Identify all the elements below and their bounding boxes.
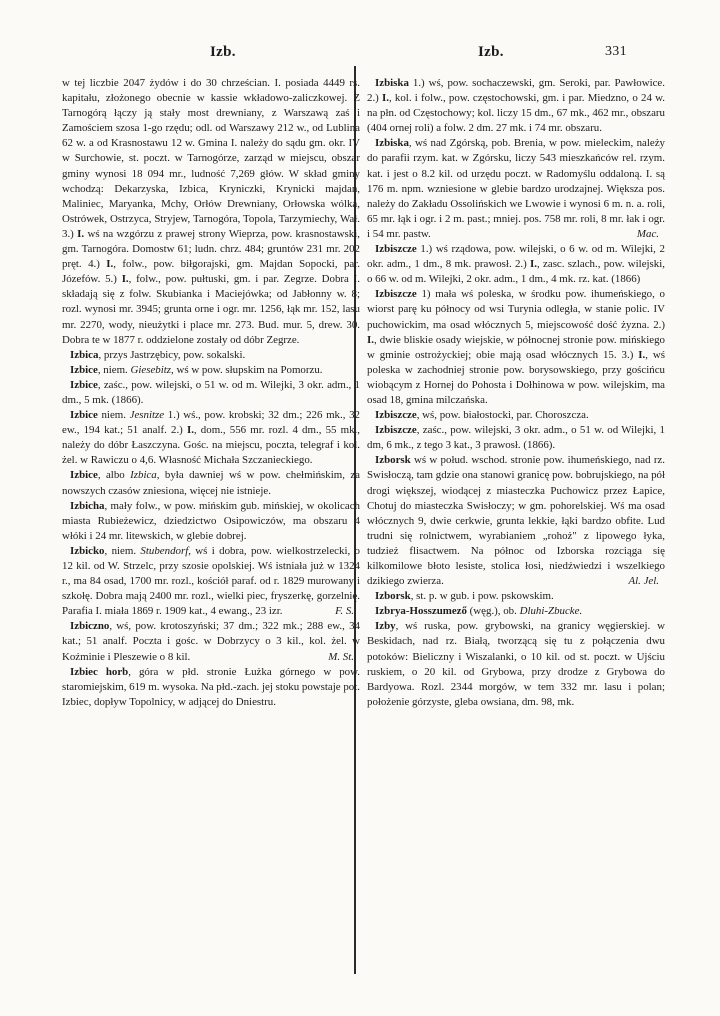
left-column xyxy=(62,76,360,710)
entry-text: , zaśc., pow. wilejski, o 51 w. od m. Wilejki, 3 okr. adm., 1 dm., 5 mk. (1866). xyxy=(62,378,360,406)
dictionary-entry xyxy=(367,604,665,619)
dictionary-entry xyxy=(367,136,665,242)
entry-text: 1.) wś., pow. krobski; 32 dm.; 226 mk., 32 ew., 194 kat.; 51 analf. 2.) xyxy=(62,409,360,437)
entry-text: wś w połud. wschod. stronie pow. ihumeńskiego, nad rz. Swisłoczą, tam gdzie ona stanowi granicę pow. bobrujskiego, na pół drogi większej, wiodącej z miasteczka Puchowicz przez Łapice, Chotuj do miasteczka Swisłoczy; w gm. pohorelskiej. Wś ma osad włócznych 9, dwie cerkwie, grunta lekkie, łąki bardzo obfite. Lud trudni się rolnictwem, wyrabianiem „rohoż" z lipowego łyka, tudzież flisactwem. Na północ od Izborska rozciąga się kilkomilowe błoto lesiste, stolica łosi, niedźwiedzi i wszelkiego dzikiego zwierza. xyxy=(367,454,665,588)
entry-headword: Izby xyxy=(375,620,396,633)
dictionary-entry xyxy=(367,589,665,604)
dictionary-entry xyxy=(367,423,665,453)
entry-headword: Izbiska xyxy=(375,137,409,150)
entry-headword: I. xyxy=(367,333,374,346)
author-signature: Al. Jel. xyxy=(628,575,659,588)
entry-text: , wś ruska, pow. grybowski, na granicy węgierskiej. w Beskidach, nad rz. Białą, tworzącą się tu z połączenia dwu potoków: Bieliczny i Wiszalanki, o 10 kil. od st. poczt. w Ujściu ruskiem, o 20 kil. od Grybowa, przy drodze z Grybowa do Bardyowa. Rozl. 2344 morgów, w tem 332 mr. lasu i polan; położenie górzyste, gleba owsiana, dm. 98, mk. xyxy=(367,620,665,708)
entry-italic: Izbica xyxy=(130,469,157,482)
entry-text: , przys Jastrzębicy, pow. sokalski. xyxy=(98,348,246,361)
entry-headword: Izbicko xyxy=(70,544,105,557)
dictionary-entry xyxy=(62,408,360,468)
entry-headword: Izbice xyxy=(70,409,98,422)
author-signature: M. St. xyxy=(328,650,354,663)
entry-text: w tej liczbie 2047 żydów i do 30 chrześcian. I. posiada 4449 rs. kapitału, złożonego obecnie w kassie wkładowo-zaliczkowej. Z Tarnogórą łączy ją stały most drewniany, z Warszawą zaś i Zamościem szosa 1-go rzędu; odl. od Warszawy 212 w., od Lublina 62 w. a od Krasnostawu 12 w. Gmina I. należy do sądu gm. okr. IV w Surchowie, st. poczt. w Tarnogórze, zarząd w miejscu, obszar gminy wynosi 18 094 mr., ludność 7,269 głów. W skład gminy wchodzą: Dekarzyska, Izbica, Kryniczki, Krynicki majdan, Maliniec, Maryanka, Mchy, Orłów Drewniany, Orłowska wólka, Ostrówek, Ostrzyca, Stryjew, Tarnogóra, Topola, Tarzymiechy, Wał. 3.) xyxy=(62,77,360,240)
entry-headword: Izbice xyxy=(70,469,98,482)
entry-text: , dwie bliskie osady wiejskie, w północnej stronie pow. mińskiego w gminie ostrożyckiej; obie mają osad włócznych 15. 3.) xyxy=(367,333,665,361)
entry-text: , niem. xyxy=(104,544,141,557)
dictionary-entry xyxy=(62,363,360,378)
page-header xyxy=(0,44,720,68)
entry-headword: Izbrya-Hosszumező xyxy=(375,605,467,618)
entry-headword: Izbica xyxy=(70,348,99,361)
entry-headword: Izbiszcze xyxy=(375,288,417,301)
entry-text: , dom., 556 mr. rozl. 4 dm., 55 mk., należy do dóbr Łaszczyna. Gośc. na miejscu, poczta, telegraf i kol. żel. w Rawiczu o 4,6. Własność Michała Szczanieckiego. xyxy=(62,424,360,467)
entry-text: , była dawniej wś w pow. chełmińskim, za nowszych czasów zniesiona, więcej nie istnieje. xyxy=(62,469,360,497)
dictionary-entry xyxy=(62,665,360,710)
entry-headword: I. xyxy=(77,227,85,240)
entry-text: , wś poleska w zachodniej stronie pow. borysowskiego, przy gościńcu wiobącym z Hornej do Pohosta i Dołhinowa w pow. wilejskim, ma osad 18, gmina milczańska. xyxy=(367,348,665,406)
entry-headword: Izbiszcze xyxy=(375,409,417,422)
entry-text: , st. p. w gub. i pow. pskowskim. xyxy=(410,590,554,603)
entry-text: wś na wzgórzu z prawej strony Wieprza, pow. krasnostawski, gm. Tarnogóra. Domostw 61; ludn. chrz. 484; gruntów 231 mr. 202 pręt. 4.) xyxy=(62,227,360,271)
entry-headword: Izbicha xyxy=(70,499,105,512)
entry-text: , kol. i folw., pow. częstochowski, gm. i par. Miedzno, o 24 w. na płn. od Częstochowy; kol. liczy 15 dm., 67 mk., 462 mr., obszaru (404 ornej roli) a folw. 2 dm. 27 mk. i 74 mr. obszaru. xyxy=(367,92,665,135)
entry-text: 1.) wś, pow. sochaczewski, gm. Seroki, par. Pawłowice. 2.) xyxy=(367,77,665,105)
entry-text: , wś, pow. krotoszyński; 37 dm.; 322 mk.; 288 ew., 34 kat.; 51 analf. Poczta i gośc. w Dobrzycy o 3 kil., kol. żel. w Koźminie i Pleszewie o 8 kil. xyxy=(62,620,360,663)
entry-italic: Dluhi-Zbucke. xyxy=(519,605,583,618)
dictionary-entry xyxy=(367,408,665,423)
entry-headword: I. xyxy=(530,258,538,271)
entry-italic: Jesnitze xyxy=(129,409,165,422)
entry-italic: Stubendorf xyxy=(140,544,189,557)
entry-headword: Izborsk xyxy=(375,454,411,467)
entry-text: , albo xyxy=(97,469,131,482)
entry-headword: Izbiec horb xyxy=(70,665,129,678)
entry-text: , wś, pow. białostocki, par. Choroszcza. xyxy=(416,409,589,422)
entry-text: 1) mała wś poleska, w środku pow. ihumeńskiego, o wiorst parę ku północy od wsi Turynia odległa, w stanie polic. IV puchowickim, ma osad włócznych 5, miejscowość dość żyzna. 2.) xyxy=(367,288,665,331)
entry-headword: Izbiszcze xyxy=(375,424,417,437)
entry-italic: Giesebitz xyxy=(130,363,172,376)
entry-text: (węg.), ob. xyxy=(466,605,520,618)
entry-text: , niem. xyxy=(97,363,131,376)
dictionary-entry xyxy=(62,544,360,619)
entry-headword: I. xyxy=(106,258,114,271)
entry-headword: Izbiszcze xyxy=(375,243,417,256)
entry-headword: I. xyxy=(382,92,389,105)
entry-headword: Izbice xyxy=(70,363,98,376)
dictionary-entry xyxy=(62,76,360,348)
author-signature: F. S. xyxy=(335,605,354,618)
entry-headword: I. xyxy=(186,424,194,437)
dictionary-entry xyxy=(367,287,665,408)
entry-headword: I. xyxy=(121,273,129,286)
dictionary-entry xyxy=(62,468,360,498)
entry-headword: Izborsk xyxy=(375,590,411,603)
entry-headword: Izbiczno xyxy=(70,620,110,633)
entry-text: , wś nad Zgórską, pob. Brenia, w pow. mieleckim, należy do parafii rzym. kat. w Zgórsku, liczy 543 mieszkańców rel. rzym. kat. i jest o 8.2 kil. od urzędu poczt. w Radomyślu oddaloną. I. są 176 m. npm. wzniesione w glebie bardzo urodzajnej. Większa pos. należy do Zakładu Ossolińskich we Lwowie i wynosi 6 m. n. a. roli, 65 mr. łąk i ogr. i 2 m. past.; mniej. pos. 758 mr. roli, 8 mr. łak i ogr. i 54 mr. pastw. xyxy=(367,137,665,240)
author-signature: Mac. xyxy=(636,227,659,240)
entry-text: , mały folw., w pow. mińskim gub. mińskiej, w okolicach miasta Rubieżewicz, dziedzictwo Osipowiczów, ma obszaru 4 włóki i 24 mr. litewskich, w glebie dobrej. xyxy=(62,499,360,542)
dictionary-entry xyxy=(62,619,360,664)
dictionary-entry xyxy=(62,348,360,363)
entry-headword: I. xyxy=(638,348,646,361)
entry-text: 1.) wś rządowa, pow. wilejski, o 6 w. od m. Wilejki, 2 okr. adm., 1 dm., 8 mk. prawosł. 2.) xyxy=(367,243,665,271)
entry-headword: Izbiska xyxy=(375,77,409,89)
entry-text: , zasc. szlach., pow. wilejski, o 66 w. od m. Wilejki, 2 okr. adm., 1 dm., 4 mk. rz. kat. (1866) xyxy=(367,258,665,286)
entry-text: , zaśc., pow. wilejski, 3 okr. adm., o 51 w. od Wilejki, 1 dm, 6 mk., z tego 3 kat., 3 prawosł. (1866). xyxy=(367,424,665,452)
entry-headword: Izbice xyxy=(70,378,98,391)
dictionary-entry xyxy=(367,619,665,710)
entry-text: , folw., pow. pułtuski, gm. i par. Zegrze. Dobra I. składają się z folw. Skubianka i Maciejówka; od Jabłonny w. 8; rozl. wynosi mr. 3945; grunta orne i ogr. mr. 1256, łąk mr. 152, lasu mr. 2270, wody, nieużytki i place mr. 273. Bud. mur. 5, drew. 30. Dobra te w 1877 r. oddzielone zostały od dóbr Zegrze. xyxy=(62,273,360,346)
entry-text: , góra w płd. stronie Łużka górnego w pow. staromiejskim, 619 m. wysoka. Na płd.-zach. jej stoku powstaje pot. Izbiec, dopływ Topolnicy, w adjącej do Dniestru. xyxy=(62,665,360,708)
dictionary-entry xyxy=(367,76,665,136)
entry-text: niem. xyxy=(97,409,130,422)
dictionary-entry xyxy=(62,499,360,544)
dictionary-entry xyxy=(62,378,360,408)
dictionary-entry xyxy=(367,242,665,287)
page-number: 331 xyxy=(605,44,627,59)
entry-text: , wś i dobra, pow. wielkostrzelecki, o 12 kil. od W. Strzelc, przy szosie opolskiej. Wś istniała już w 1324 r., ma 84 osad, 1700 mr. rozl., kościół paraf. od r. 1829 murowany i szkołę. Dobra mają 2400 mr. rozl., wielki piec, fryszerkę, gorzelnię. Parafia I. miała 1869 r. 1909 kat., 4 ewang., 23 izr. xyxy=(62,544,360,618)
right-column xyxy=(367,76,665,710)
running-head-right: Izb. xyxy=(478,44,504,60)
entry-text: , folw., pow. biłgorajski, gm. Majdan Sopocki, par. Józefów. 5.) xyxy=(62,258,360,286)
running-head-left: Izb. xyxy=(210,44,236,60)
dictionary-entry xyxy=(367,453,665,589)
entry-text: , wś w pow. słupskim na Pomorzu. xyxy=(171,363,323,376)
